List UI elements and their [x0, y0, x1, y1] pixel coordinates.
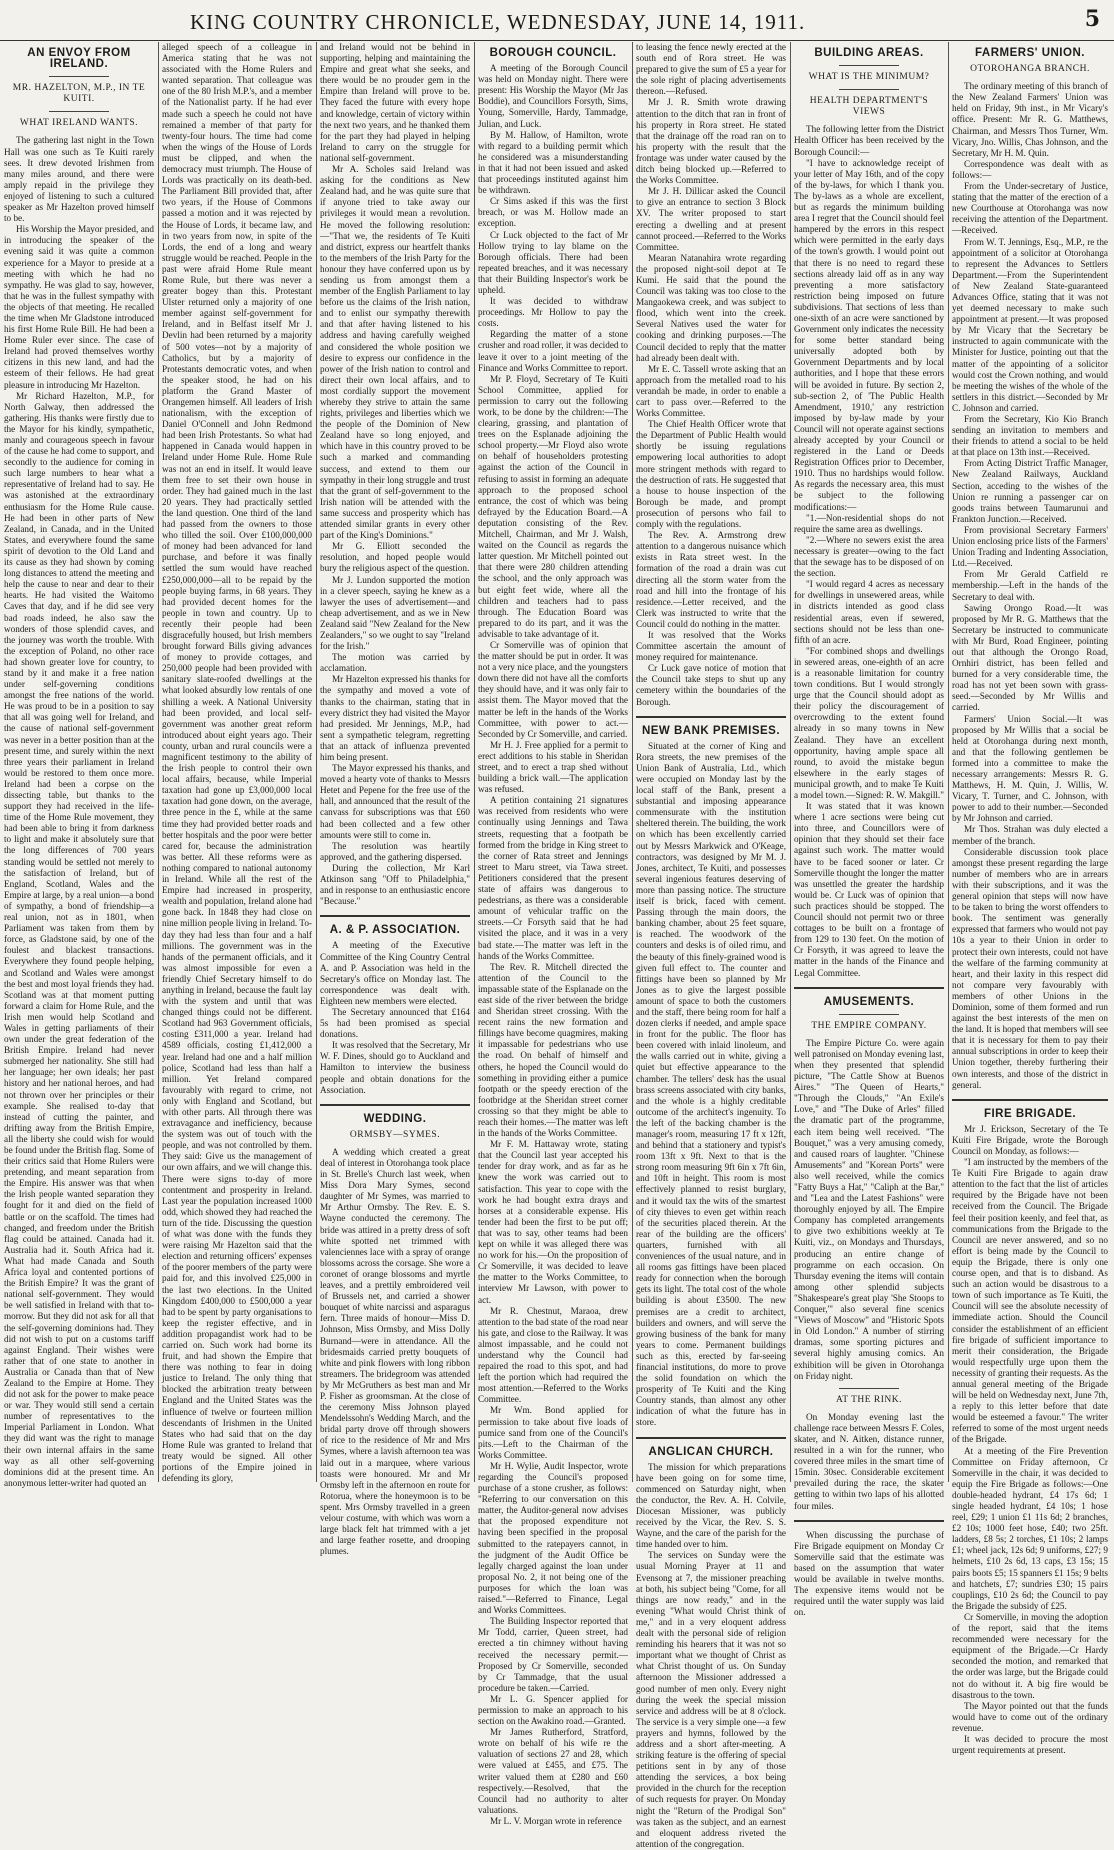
paragraph: Mr Hazelton expressed his thanks for the sympathy and moved a vote of thanks to the chairman, stating that in every district they had visited the Mayor had presided. Mr Jennings, M.P., had sent a sympathetic telegram, regretting that an attack of influenza prevented him being present. [320, 674, 470, 762]
paragraph: Correspondence was dealt with as follows:— [952, 158, 1108, 180]
column-7 [952, 42, 1108, 1756]
paragraph: The following letter from the District Health Officer has been received by the Borough Council:— [794, 124, 944, 157]
subhead-empire-company: THE EMPIRE COMPANY. [811, 1020, 927, 1031]
paragraph: Mr J. Lundon supported the motion in a clever speech, saying he knew as a lawyer the uses of advertisement—and cheap advertisement, and as we in New Zealand said "New Zealand for the New Zealanders," so we ought to say "Ireland for the Irish." [320, 574, 470, 652]
subhead-health-dept: HEALTH DEPARTMENT'S VIEWS [809, 96, 929, 118]
paragraph: Mr J. H. Dillicar asked the Council to give an entrance to section 3 Block XV. The writer proposed to start erecting a dwelling and at present cannot proceed.—Referred to the Works Committee. [636, 186, 786, 252]
paragraph: The gathering last night in the Town Hall was one such as Te Kuiti rarely sees. It drew devoted Irishmen from many miles around, and there were amply repaid in the privilege they enjoyed of listening to such a cultured speaker as Mr Hazelton proved himself to be. [4, 135, 154, 224]
paragraph: "I have to acknowledge receipt of your letter of May 16th, and of the copy of the by-laws, for which I thank you. The by-laws as a whole are excellent, but as regards the minimum building area I regret that the Council should feel hampered by the errors in this respect which were permitted in the early days of the town's growth. I would point out that there is no need to regard these sections already laid off as in any way preventing a more satisfactory restriction being imposed on future subdivisions. That sections of less than one-sixth of an acre were sanctioned by Government only indicates the necessity for some better standard being universally adopted both by Government Departments and by local authorities, and I hope that these errors will be avoided in future. By section 2, sub-section 2, of 'The Public Health Amendment, 1910,' any restriction imposed by by-law made by your Council will not operate against sections already accepted by your Council or registered in the Land or Deeds Registration Offices prior to December, 1910. Thus no hardships would follow. As regards the necessary area, this must be subject to the following modifications:— [794, 157, 944, 512]
paragraph: Situated at the corner of King and Rora streets, the new premises of the Union Bank of Australia, Ltd., which were occupied on Monday last by the local staff of the Bank, present a substantial and imposing appearance commensurate with the institution sheltered therein. The building, the work on which has been excellently carried out by Messrs Markwick and O'Keage, contractors, was designed by Mr M. J. Jones, architect, Te Kuiti, and possesses several ingenious features deserving of more than passing notice. The structure itself is brick, faced with cement. Passing through the main doors, the banking chamber, about 25 feet square, is reached. The woodwork of the counters and desks is of oiled rimu, and the beauty of this finely-grained wood is given full effect to. The counter and fittings have been so planned by Mr Jones as to give the largest possible amount of space to both the customers and the staff, there being room for half a dozen clerks if needed, and ample space in front for the public. The floor has been covered with inlaid linoleum, and the walls carried out in white, giving a quiet but effective appearance to the chamber. The tellers' desk has the usual brass screens associated with city banks, and the whole is a highly creditable outcome of the architect's ingenuity. To the left of the backing chamber is the manager's room, measuring 17 ft x 12ft, and behind that a stationery and typist's room 13ft x 9ft. Next to that is the strong room measuring 9ft 6in x 7ft 6in, and 10ft in height. This room is most effectively planned to resist burglary, and it would tax the wits of the smartest of city thieves to even get within reach of the securities placed therein. At the rear of the building are the officers' quarters, furnished with all conveniences of the usual nature, and in all rooms gas fittings have been placed ready for connection when the borough gets its light. The total cost of the whole building is about £3500. The new premises are a credit to architect, builders and owners, and will serve the growing business of the bank for many years to come. Permanent buildings such as this, erected by far-seeing financial institutions, do more to prove the solid foundation on which the prosperity of Te Kuiti and the King Country stands, than almost any other indication of what the future has in store. [636, 740, 786, 1428]
paragraph: Mr A. Scholes said Ireland was asking for the conditions as New Zealand had, and he was quite sure that if anyone tried to take away our privileges it would mean a revolution. He moved the following resolution:—"That we, the residents of Te Kuiti and district, express our heartfelt thanks to the members of the Irish Party for the honour they have conferred upon us by sending us from amongst them a member of the English Parliament to lay before us the claims of the Irish nation, and to enlist our sympathy therewith and that after having listened to his address and having carefully weighed and considered the whole position we desire to express our confidence in the power of the Irish nation to control and direct their own local affairs, and to most cordially support the movement whereby they strive to attain the same rights, privileges and liberties which we the people of the Dominion of New Zealand have so long enjoyed, and which have in this country proved to be such a marked and commanding success, and extend to them our sympathy in their long struggle and trust that the grant of self-government to the Irish nation will be attended with the same success and prosperity which has attended similar grants in every other part of the King's Dominions." [320, 164, 470, 541]
section-divider [952, 1099, 1108, 1101]
section-divider [636, 1437, 786, 1439]
subhead-minimum: WHAT IS THE MINIMUM? [808, 72, 930, 83]
divider [839, 65, 899, 66]
paragraph: The resolution was heartily approved, and the gathering dispersed. [320, 840, 470, 862]
section-divider [320, 915, 470, 917]
paragraph: By M. Hallow, of Hamilton, wrote with regard to a building permit which he considered was a misunderstanding in that it had not been issued and asked that proceedings instituted against him be withdrawn. [478, 129, 628, 196]
paragraph: Farmers' Union Social.—It was proposed by Mr Willis that a social be held at Otorohanga during next month, and that the following gentlemen be formed into a committee to make the necessary arrangements: Messrs R. G. Matthews, H. M. Quin, J. Willis, W. Vicary, T. Turner, and C. Johnson, with power to add to their number.—Seconded by Mr Johnson and carried. [952, 713, 1108, 824]
paragraph: "2.—Where no sewers exist the area necessary is greater—owing to the fact that the sewage has to be disposed of on the section. [794, 534, 944, 579]
paragraph: Mr H. Wylie, Audit Inspector, wrote regarding the Council's proposed purchase of a stone crusher, as follows: "Referring to our conversation on this matter, the Auditor-general now advises that the proposed expenditure not having been specified in the proposal submitted to the ratepayers cannot, in the judgment of the Audit Office be legally charged against the loan under proposal No. 2, it not being one of the purposes for which the loan was raised."—Referred to Finance, Legal and Works Committees. [478, 1460, 628, 1616]
paragraph: The Empire Picture Co. were again well patronised on Monday evening last, when they presented that splendid picture, "The Cattle Show at Buenos Aires." "The Queen of Hearts," "Through the Clouds," "An Exile's Love," and "The Duke of Arles" filled the dramatic part of the programme, each item being well received. "The Bouquet," was a very amusing comedy, and caused roars of laughter. "Chinese Amusements" and "Korean Ports" were also well received, while the comics "Fatty Buys a Hat," "Caliph at the Bar," and "Lea and the Latest Fashions" were thoroughly enjoyed by all. The Empire Company has completed arrangements to give two exhibitions weekly at Te Kuiti, viz., on Mondays and Thursdays, producing an entire change of programme on each occasion. On Thursday evening the items will contain among other splendid subjects "Shakespeare's great play 'She Stoops to Conquer,'" also several fine scenics "Views of Moscow" and "Historic Spots in Old London." A number of stirring dramas, some sporting pictures and several highly amusing comics. An exhibition will be given in Otorohanga on Friday night. [794, 1037, 944, 1381]
paragraph: A meeting of the Borough Council was held on Monday night. There were present: His Worship the Mayor (Mr Jas Boddie), and Councillors Forsyth, Sims, Young, Somerville, Hardy, Tammadge, Julian, and Luck. [478, 63, 628, 129]
divider [839, 1014, 899, 1015]
paragraph: Cr Somerville was of opinion that the matter should be put in order. It was not a very nice place, and the youngsters down there did not have all the comforts they should have, and it was only fair to assist them. The Mayor moved that the matter be left in the hands of the Works Committee, with power to act.—Seconded by Cr Somerville, and carried. [478, 639, 628, 739]
paragraph: Cr Sims asked if this was the first breach, or was M. Hollow made an exception. [478, 196, 628, 229]
paragraph: From provisional Secretary Farmers' Union enclosing price lists of the Farmers' Union Trading and Indenting Association, Ltd.—Received. [952, 524, 1108, 569]
page-number: 5 [1084, 6, 1100, 32]
headline-borough-council: BOROUGH COUNCIL. [489, 47, 617, 59]
paragraph: The mission for which preparations have been going on for some time, commenced on Saturday night, when the conductor, the Rev. A. H. Colvile, Diocesan Missioner, was publicly received by the Vicar, the Rev. S. S. Wayne, and the care of the parish for the time handed over to him. [636, 1461, 786, 1550]
paragraph: Mr E. C. Tassell wrote asking that an approach from the metalled road to his verandah be made, in order to enable a cart to pass over.—Referred to the Works Committee. [636, 363, 786, 419]
paragraph: and Ireland would not be behind in supporting, helping and maintaining the Empire and great what she seeks, and there would be no prouder gem in the Empire than Ireland will prove to be. They faced the future with every hope and knowledge, certain of victory within the next two years, and he thanked them for the part they had played in helping Ireland to carry on the struggle for national self-government. [320, 42, 470, 163]
column-rule [316, 42, 317, 1482]
divider [839, 1388, 899, 1389]
subhead-hazelton: MR. HAZELTON, M.P., IN TE KUITI. [12, 83, 146, 105]
headline-building-areas: BUILDING AREAS. [814, 47, 924, 59]
paragraph: The ordinary meeting of this branch of the New Zealand Farmers' Union was held on Friday, 9th inst., in Mr Vicary's office. Present: Mr R. G. Matthews, Chairman, and Messrs Thos Turner, Wm. Vicary, Jno. Willis, Chas Johnson, and the Secretary, Mr H. M. Quin. [952, 81, 1108, 158]
paragraph: "1.—Non-residential shops do not require the same area as dwellings. [794, 512, 944, 534]
paragraph: Cr Luck objected to the fact of Mr Hollow trying to lay blame on the Borough officials. There had been repeated breaches, and it was necessary that their Building Inspector's work be upheld. [478, 229, 628, 295]
paragraph: The Secretary announced that £164 5s had been promised as special donations. [320, 1006, 470, 1040]
subhead-at-the-rink: AT THE RINK. [835, 1394, 903, 1405]
paragraph: From the Secretary, Kio Kio Branch sending an invitation to members and their friends to attend a social to be held at that place on 13th inst.—Received. [952, 414, 1108, 458]
paragraph: Mr F. M. Hattaway wrote, stating that the Council last year accepted his tender for dray work, and as far as he knew the work was carried out to satisfaction. This year to cope with the work he had bought extra drays and horses at a considerable expense. His tender had been the first to be put off; that was to say, other teams had been kept on while it was alleged there was no work for his.—On the proposition of Cr Somerville, it was decided to leave the matter to the Works Committee, to interview Mr Lawson, with power to act. [478, 1139, 628, 1305]
paragraph: Mr L. G. Spencer applied for permission to make an approach to his section on the Awakino road.—Granted. [478, 1693, 628, 1727]
paragraph: Mearan Natanahira wrote regarding the proposed night-soil depot at Te Kumi. He said that the pound the Council was taking was too close to the Mangaokewa creek, and was subject to flood, which went into the creek. Several Natives used the water for cooking and drinking purposes.—The Council decided to reply that the matter had already been dealt with. [636, 252, 786, 363]
paragraph: Considerable discussion took place amongst these present regarding the large number of members who are in arrears with their subscriptions, and it was the general opinion that steps will now have to be taken to bring the worst offenders to book. The sentiment was generally expressed that farmers who would not pay 10s a year to their Union in order to protect their own interests, could not have the welfare of the farming community at heart, and their laxity in this respect did not compare very favourably with members of other Unions in the Dominion, some of them formed and run against the best interests of the men on the land. It is hoped that members will see that it is necessary for them to pay their annual subscriptions in order to keep their Union together, thereby furthering their own interests, and those of the district in general. [952, 846, 1108, 1090]
headline-amusements: AMUSEMENTS. [823, 995, 915, 1008]
divider [49, 111, 109, 112]
section-divider [636, 716, 786, 718]
section-divider [320, 1104, 470, 1106]
paragraph: The Mayor pointed out that the funds would have to come out of the ordinary revenue. [952, 1700, 1108, 1733]
paragraph: The Rev. R. Mitchell directed the attention of the Council to the impassable state of the Esplanade on the east side of the river between the bridge and Sheridan street crossing. With the recent rains the new formation and fillings have become quagmires, making it impassable for pedestrians who use the road. On behalf of himself and others, he hoped the Council would do something in providing either a pumice footpath or the speedy erection of the footbridge at the Sheridan street corner crossing so that they might be able to reach their homes.—The matter was left in the hands of the Works Committee. [478, 961, 628, 1139]
column-rule [474, 42, 475, 1482]
paragraph: At a meeting of the Fire Prevention Committee on Friday afternoon, Cr Somerville in the chair, it was decided to equip the Fire Brigade as follows:—One double-headed hydrant, £4 17s 6d; 1 single headed hydrant, £4 10s; 1 hose reel, £29; 1 union £1 11s 6d; 2 branches, £2 10s; 1000 feet hose, £40; two 25ft. ladders, £8 5s; 2 torches, £1 10s; 2 lamps £1; wheel jack, 12s 6d; 9 uniforms, £27; 9 helmets, £10 2s 6d, 13 caps, £3 15s; 15 pairs boots £5; 15 spanners £1 15s; 9 belts and hatchets, £7; sundries £30; 15 pairs couplings, £10 2s 6d; the Council to pay the Brigade the subsidy of £25. [952, 1445, 1108, 1611]
column-3 [320, 42, 471, 1557]
subhead-ormsby-symes: ORMSBY—SYMES. [349, 1129, 441, 1140]
headline-anglican-church: ANGLICAN CHURCH. [648, 1445, 774, 1458]
paragraph: Mr J. Erickson, Secretary of the Te Kuiti Fire Brigade, wrote the Borough Council on Monday, as follows:— [952, 1123, 1108, 1156]
paragraph: A wedding which created a great deal of interest in Otorohanga took place in St. Brelle's Church last week, when Miss Dora Mary Symes, second daughter of Mr Symes, was married to Mr Arthur Ormsby. The Rev. E. S. Wayne conducted the ceremony. The bride was attired in a pretty dress of soft white spotted net trimmed with valenciennes lace with a spray of orange blossoms across the corsage. She wore a coronet of orange blossoms and myrtle leaves, and a prettily embroidered veil of Brussels net, and carried a shower bouquet of white narcissi and asparagus fern. Three maids of honour—Miss D. Johnson, Miss Ormsby, and Miss Dolly Burnand—were in attendance. All the bridesmaids carried pretty bouquets of white and pink flowers with long ribbon streamers. The bridegroom was attended by Mr McGruthers as best man and Mr P. Fisher as groomsman. At the close of the ceremony Miss Johnson played Mendelssohn's Wedding March, and the bridal party drove off through showers of rice to the residence of Mr and Mrs Symes, where a lavish afternoon tea was laid out in a marquee, where various toasts were honoured. Mr and Mr Ormsby left in the afternoon en route for Rotorua, where the honeymoon is to be spent. Mrs Ormsby travelled in a green velour costume, with which was worn a large black felt hat trimmed with a jet and large feather rosette, and drooping plumes. [320, 1146, 471, 1557]
divider [839, 89, 899, 90]
headline-ap-association: A. & P. ASSOCIATION. [329, 924, 461, 937]
paragraph: Mr G. Elliott seconded the resolution, and hoped people would bury the religious aspect of the question. [320, 541, 470, 574]
paragraph: It was decided to withdraw proceedings. Mr Hollow to pay the costs. [478, 296, 628, 329]
paragraph: The services on Sunday were the usual Morning Prayer at 11 and Evensong at 7, the missioner preaching at both, his subject being "Come, for all things are now ready," and in the evening "What would Christ think of me," and in a very eloquent address dealt with the personal side of religion reminding his hearers that it was not so important what we thought of Christ as what Christ thought of us. On Sunday afternoon the Missioner addressed a good number of men only. Every night during the week the special mission service and address will be at 8 o'clock. The service is a very simple one—a few prayers and hymns, followed by the address and a short after-meeting. A striking feature is the offering of special petitions sent in by any of those attending the services, a box being provided in the church for the reception of such requests for prayer. On Monday night the "Return of the Prodigal Son" was taken as the subject, and an earnest and eloquent address riveted the attention of the congregation. [636, 1550, 786, 1849]
paragraph: Sawing Orongo Road.—It was proposed by Mr R. G. Matthews that the Secretary be instructed to communicate with Mr Burd, Road Engineer, pointing out that although the Orongo Road, Ornhiri district, has been felled and burned for a very considerable time, the road has not yet been sown with grass-seed.—Seconded by Mr Willis and carried. [952, 602, 1108, 713]
headline-envoy: AN ENVOY FROM IRELAND. [27, 47, 131, 71]
paragraph: Mr R. Chestnut, Maraoa, drew attention to the bad state of the road near his gate, and close to the Railway. It was almost impassable, and he could not understand why the Council had repaired the road to this spot, and had left the portion which had required the most attention.—Referred to the Works Committee. [478, 1305, 629, 1405]
paragraph: The Chief Health Officer wrote that the Department of Public Health would shortly be issuing regulations empowering local authorities to adopt more stringent methods with regard to the destruction of rats. He suggested that a house to house inspection of the Borough be made, and prompt prosecution of persons who fail to comply with the regulations. [636, 419, 786, 530]
paragraph: It was stated that it was known where 1 acre sections were being cut into three, and Councillors were of opinion that they should set their face against such work. The matter would have to be faced sooner or later. Cr Somerville thought the longer the matter was unsettled the greater the hardship would be. Cr Luck was of opinion that such practices should be stopped. The Council should not permit two or three cottages to be built on a frontage of from 129 to 130 feet. On the motion of Cr Forsyth, it was agreed to leave the matter in the hands of the Finance and Legal Committee. [794, 801, 944, 978]
subhead-what-ireland-wants: WHAT IRELAND WANTS. [19, 118, 139, 129]
paragraph: Cr Luck gave notice of motion that the Council take steps to shut up any cemetery within the boundaries of the Borough. [636, 663, 786, 707]
paragraph: "I would regard 4 acres as necessary for dwellings in unsewered areas, while in districts intended as good class residential areas, even if sewered, sections should not be less than one-fifth of an acre. [794, 579, 944, 645]
paragraph: It was resolved that the Secretary, Mr W. F. Dines, should go to Auckland and Hamilton to interview the business people and obtain donations for the Association. [320, 1040, 470, 1095]
paragraph: "For combined shops and dwellings in sewered areas, one-eighth of an acre is a reasonable limitation for country town conditions. But I would strongly urge that the Council should adopt as their policy the discouragement of overcrowding to the extent found already in so many towns in New Zealand. They have an excellent opportunity, having ample space all round, to avoid the mistake begun elsewhere in the early stages of municipal growth, and to make Te Kuiti a model town.—Signed: R. W. Makgill." [794, 645, 944, 800]
paragraph: From Acting District Traffic Manager, New Zealand Railways, Auckland Section, acceding to the wishes of the Union re running a passenger car on goods trains between Taumarunui and Frankton Junction.—Received. [952, 458, 1108, 524]
masthead [0, 0, 1114, 41]
headline-new-bank-premises: NEW BANK PREMISES. [641, 724, 781, 737]
paragraph: The Rev. A. Armstrong drew attention to a dangerous nuisance which exists in Rata street west. In the formation of the road a drain was cut directing all the storm water from the road and hill into the frontage of his residence.—Letter received, and the Clerk was instructed to write that the Council could do nothing in the matter. [636, 530, 786, 629]
paragraph: From Mr Gerald Catfield re membership.—Left in the hands of the Secretary to deal with. [952, 569, 1108, 602]
column-rule [632, 42, 633, 1482]
column-rule [158, 42, 159, 1482]
paragraph: Mr Thos. Strahan was duly elected a member of the branch. [952, 824, 1108, 846]
column-4 [478, 42, 629, 1826]
paragraph: On Monday evening last the challenge race between Messrs F. Coles, skater, and N. Aitken, distance runner, resulted in a win for the runner, who covered three miles in the smart time of 15min. 30sec. Considerable excitement prevailed during the race, the skater getting to within two laps of his allotted four miles. [794, 1411, 944, 1511]
paragraph: The Mayor expressed his thanks, and moved a hearty vote of thanks to Messrs Hetet and Pepene for the free use of the hall, and announced that the result of the canvass for subscriptions was that £60 had been collected and a few other amounts were still to come in. [320, 763, 470, 840]
headline-wedding: WEDDING. [363, 1112, 427, 1125]
paragraph: From the Under-secretary of Justice, stating that the matter of the erection of a new Courthouse at Otorohanga was now receiving the attention of the Department.—Received. [952, 181, 1108, 236]
paragraph: Mr P. Floyd, Secretary of Te Kuiti School Committee, applied for permission to carry out the following work, to be done by the children:—The clearing, grassing, and plantation of trees on the Esplanade adjoining the school property.—Mr Floyd also wrote on behalf of householders protesting against the action of the Council in refusing to assist in forming an adequate approach to the proposed school entrance, the cost of which was being defrayed by the Education Board.—A deputation consisting of the Rev. Mitchell, Chairman, and Mr J. Walsh, waited on the Council as regards the latter question. Mr Mitchell pointed out that there were 280 children attending the school, and the only approach was but eight feet wide, where all the children and teachers had to pass through. The Education Board was prepared to do its part, and it was the advisable to take advantage of it. [478, 373, 628, 639]
paragraph: Mr Wm. Bond applied for permission to take about five loads of pumice sand from one of the Council's pits.—Left to the Chairman of the Works Committee. [478, 1405, 628, 1460]
paragraph: Mr H. J. Free applied for a permit to erect additions to his stable in Sheridan street, and to erect a trap shed without building a brick wall.—The application was refused. [478, 739, 628, 795]
paragraph: It was resolved that the Works Committee ascertain the amount of money required for maintenance. [636, 629, 786, 663]
paragraph: When discussing the purchase of Fire Brigade equipment on Monday Cr Somerville said that the estimate was based on the assumption that water would be available in twelve months. The expensive items would not be required until the water supply was laid on. [794, 1529, 944, 1618]
paragraph: From W. T. Jennings, Esq., M.P., re the appointment of a solicitor at Otorohanga to represent the Advances to Settlers Department.—From the Superintendent of New Zealand State-guaranteed Advances Office, stating that it was not yet deemed necessary to make such appointment at present.—It was proposed by Mr Vicary that the Secretary be instructed to again communicate with the Minister for Justice, pointing out that the matter of the appointing of a solicitor would cost the Crown nothing, and would be meeting the wishes of the whole of the settlers in this district.—Seconded by Mr C. Johnson and carried. [952, 236, 1108, 413]
paragraph: A petition containing 21 signatures was received from residents who were continually using Jennings and Tawa streets, requesting that a footpath be formed from the bridge in King street to the corner of Rata street and Jennings street to Maru street, via Tawa street. Petitioners considered that the present state of affairs was dangerous to pedestrians, as there was a considerable amount of vehicular traffic on the streets.—Cr Forsyth said that he had visited the place, and it was in a very bad state.—The matter was left in the hands of the Works Committee. [478, 795, 628, 961]
column-5 [636, 42, 786, 1849]
paragraph: A meeting of the Executive Committee of the King Country Central A. and P. Association was held in the Secretary's office on Monday last. The correspondence was dealt with. Eighteen new members were elected. [320, 940, 470, 1006]
paragraph: Cr Somerville, in moving the adoption of the report, said that the items recommended were necessary for the equipment of the Brigade.—Cr Hardy seconded the motion, and remarked that the order was large, but the Brigade could not do without it. A big fire would be disastrous to the town. [952, 1611, 1108, 1700]
paragraph: Mr Richard Hazelton, M.P., for North Galway, then addressed the gathering. His thanks were firstly due to the Mayor for his kindly, sympathetic, manly and courageous speech in favour of the cause he had come to support, and secondly to the audience for coming in such large numbers to hear what a representative of Ireland had to say. He was astonished at the extraordinary enthusiasm for the Home Rule cause. He had been in other parts of New Zealand, in Canada, and in the United States, and everywhere found the same spirit of devotion to the Old Land and its cause as they had shown by coming long distances to attend the meeting and help the cause to near and dear to their hearts. He had visited the Waitomo Caves that day, and if he did see very bad roads indeed, he also saw the wonders of those splendid caves, and the journey was worth the trouble. With the exception of Poland, no other race had shown greater love for country, to stand by it and make it a free nation under self-governing conditions amongst the free nations of the world. He was proud to be in a position to say that all was going well for Ireland, and the cause of national self-government was never in a better position than at the present time, and surely within the next three years their parliament in Ireland would be restored to them once more. Ireland had been a corpse on the dissecting table, but thanks to the support they had received in the life-time of the Home Rule movement, they had been able to bring it from darkness to light and make it absolutely sure that the long differences of 700 years standing would be settled not merely to the satisfaction of Ireland, but of England, Scotland, Wales and the Empire at large, by a real union—a bond of sympathy, a bond of friendship—a real union, not as in 1801, when Parliament was taken from them by force, as Gladstone said, by one of the foulest and blackest transactions. Everywhere they found people helping, and Scotland and Wales were amongst the best and most loyal friends they had. Scotland was at that moment putting forward a claim for Home Rule, and the Irish men would help Scotland and Wales in getting parliaments of their own under the great federation of the British Empire. Ireland had never submerged her nationality. She still had her language; her own ideals; her past history and her national heroes, and had not thrown over her principles or their example. She realised to-day that instead of cutting the painter, and drifting away from the British Empire, all the liberty she could wish for would be found under the British flag. Some of their critics said that Home Rulers were pretending, and meant separation from the Empire. His answer was that when the Irish people wanted separation they fought for it and died on the field of battle or on the scaffold. The times had changed, and freedom under the British flag could be attained. Canada had it. Australia had it. South Africa had it. What had made Canada and South Africa loyal and contented portions of the British Empire? It was the grant of national self-government. They would be well satisfied in Ireland with that to-morrow. But they did not ask for all that the self-governing dominions had. They did not wish to put on a customs tariff against England. Their wishes were rather that of one state to another in Australia or Canada than that of New Zealand to the Empire at Home. They did not ask for the power to make peace or war. They would still send a certain number of representatives to the Imperial Parliament in London. What they did want was the right to manage their own internal affairs in the same way as all other self-governing dominions did at the present time. An anonymous letter-writer had quoted an [4, 390, 154, 1488]
paragraph: His Worship the Mayor presided, and in introducing the speaker of the evening said it was quite a common experience for a Mayor to preside at a meeting with which he had no sympathy. He was glad to say, however, that he was in the fullest sympathy with the objects of that meeting. He recalled the time when Mr Gladstone introduced his first Home Rule Bill. He had been a Home Ruler ever since. The case of Ireland had proved themselves worthy citizens in this new land, and had the esteem of their fellows. He had great pleasure in introducing Mr Hazelton. [4, 224, 154, 390]
paragraph: Mr James Rutherford, Stratford, wrote on behalf of his wife re the valuation of sections 27 and 28, which were valued at £455, and £75. The writer valued them at £280 and £60 respectively.—Resolved, that the Council had no authority to alter valuations. [478, 1727, 628, 1815]
paragraph: "I am instructed by the members of the Te Kuiti Fire Brigade to again draw attention to the fact that the list of articles required by the Brigade have not been received from the Council. The Brigade feel their position keenly, and feel that, as communications from the Brigade to the Council are never answered, and so no effort is being made by the Council to equip the Brigade, there is only one course open, and that is to disband. As such an action would be disastrous to a town of such importance as Te Kuiti, the Council will see the absolute necessity of immediate action. Should the Council consider the establishment of an efficient fire brigade of sufficient importance to merit their consideration, the Brigade would respectfully urge upon them the necessity of granting their requests. As the annual general meeting of the Brigade will be held on Wednesday next, June 7th, a reply to this letter before that date would be esteemed a favour." The writer referred to some of the most urgent needs of the Brigade. [952, 1157, 1108, 1445]
section-divider [794, 987, 944, 989]
column-2 [162, 42, 312, 1482]
column-6 [794, 42, 944, 1618]
paragraph: The Building Inspector reported that Mr Todd, carrier, Queen street, had erected a tin chimney without having received the necessary permit.—Proposed by Cr Somerville, seconded by Cr Tammadge, that the usual procedure be taken.—Carried. [478, 1616, 628, 1693]
paragraph: The motion was carried by acclamation. [320, 652, 470, 674]
headline-farmers-union: FARMERS' UNION. [975, 47, 1085, 59]
column-rule [948, 42, 949, 1482]
paragraph: alleged speech of a colleague in America stating that he was not associated with the Home Rulers and wanted separation. That colleague was one of the 80 Irish M.P.'s, and a member of the Nationalist party. If he had ever made such a speech he could not have remained a member of that party for twenty-four hours. The time had come when the wings of the House of Lords must be clipped, and when the democracy must triumph. The House of Lords was practically on its death-bed. The Parliament Bill provided that, after two years, if the House of Commons passed a motion and it was rejected by the House of Lords, it became law, and in two years from now, in spite of the Lords, the end of a long and weary struggle would be reached. People in the past were afraid Home Rule meant Rome Rule, but there was never a greater bogey than this. Protestant Ulster returned only a majority of one member against self-government for Ireland, and in Belfast itself Mr J. Devlin had been returned by a majority of 500 votes—not by a majority of Catholics, but by a majority of Protestants democratic votes, and when the speaker stood, he had on his platform the Grand Master of Orangemen himself. All leaders of Irish nationalism, with the exception of Daniel O'Connell and John Redmond had been Irish Protestants. So what had happened in Canada would happen in Ireland under Home Rule. Home Rule was not an end in itself. It would leave them free to set their own house in order. They had gained much in the last 20 years. They had practically settled the land question. One third of the land had passed from the owners to those who tilled the soil. Over £100,000,000 of money had been advanced for land purchase, and before it was finally settled the sum would have reached £250,000,000—all to be repaid by the people buying farms, in 68 years. They had provided decent homes for the people in town and country. Up to recently their people had been disgracefully housed, but Irish members brought forward Bills giving advances of money to provide cottages, and 250,000 people had been provided with sanitary slate-roofed dwellings at the what looked absurdly low rentals of one shilling a week. A National University had been provided, and local self-government was another great reform introduced about eight years ago. Their county, urban and rural councils were a magnificent testimony to the ability of the Irish people to control their own local affairs, because, while Imperial taxation had gone up £3,000,000 local taxation had gone down, on the average, three pence in the £, while at the same time they had provided better roads and better hospitals and the poor were better cared for, because the administration was better. All these reforms were as nothing compared to national autonomy in Ireland. While all the rest of the Empire had increased in prosperity, wealth and population, Ireland alone had gone back. In 1848 they had close on nine million people living in Ireland. To-day they had less than four and a half millions. The government was in the hands of the permanent officials, and it was almost impossible for even a friendly Chief Secretary himself to do anything in Ireland, because the fault lay with the system and until that was changed things could not be different. Scotland had 963 Government officials, costing £311,000 a year. Ireland had 4589 officials, costing £1,412,000 a year. Ireland had one and a half million police, Scotland had less than half a million. Yet Ireland compared favourably with regard to crime, not only with England and Scotland, but with other parts. All through there was extravagance and inefficiency, because the system was out of touch with the people, and was not controlled by them. They said: Give us the management of our own affairs, and we will change this. There were signs to-day of more contentment and prosperity in Ireland. Last year the population increased 1000 odd, which showed they had reached the turn of the tide. Discussing the question of what was done with the funds they were raising Mr Hazelton said that the election and returning officers' expenses of the poorer members of the party were paid for, and this involved £25,000 in the last two elections. In the United Kingdom £400,000 to £500,000 a year had to be spent by party organisations to keep the register effective, and in addition propagandist work had to be carried on. Such work had borne its fruit, and had shown the Empire that there was nothing to fear in doing justice to Ireland. The only thing that blocked the arbitration treaty between England and the United States was the influence of twelve or fourteen million descendants of Irishmen in the United States who had said that on the day Home Rule was granted to Ireland that treaty would be signed. All other portions of the Empire joined in defending its glory, [162, 42, 313, 1484]
masthead-title: KING COUNTRY CHRONICLE, WEDNESDAY, JUNE 14, 1911. [190, 10, 806, 34]
section-divider [794, 1520, 944, 1522]
paragraph: It was decided to procure the most urgent requirements at present. [952, 1733, 1108, 1756]
paragraph: During the collection, Mr Karl Atkinson sang "Off to Philadelphia," and in response to an enthusiastic encore "Because." [320, 862, 471, 907]
paragraph: to leasing the fence newly erected at the south end of Rora street. He was prepared to give the sum of £5 a year for the sole right of placing advertisements thereon.—Refused. [636, 42, 786, 97]
headline-fire-brigade: FIRE BRIGADE. [983, 1107, 1077, 1120]
paragraph: Mr J. R. Smith wrote drawing attention to the ditch that ran in front of his property in Rora street. He stated that the drainage off the road ran on to his property with the result that the frontage was under water caused by the ditch being blocked up.—Referred to the Works Committee. [636, 97, 786, 186]
paragraph: Mr L. V. Morgan wrote in reference [490, 1815, 622, 1826]
column-1 [4, 42, 154, 1488]
column-rule [790, 42, 791, 1482]
divider [49, 76, 109, 77]
subhead-otorohanga-branch: OTOROHANGA BRANCH. [970, 64, 1090, 75]
paragraph: Regarding the matter of a stone crusher and road roller, it was decided to leave it over to a joint meeting of the Finance and Works Committee to report. [478, 329, 628, 373]
